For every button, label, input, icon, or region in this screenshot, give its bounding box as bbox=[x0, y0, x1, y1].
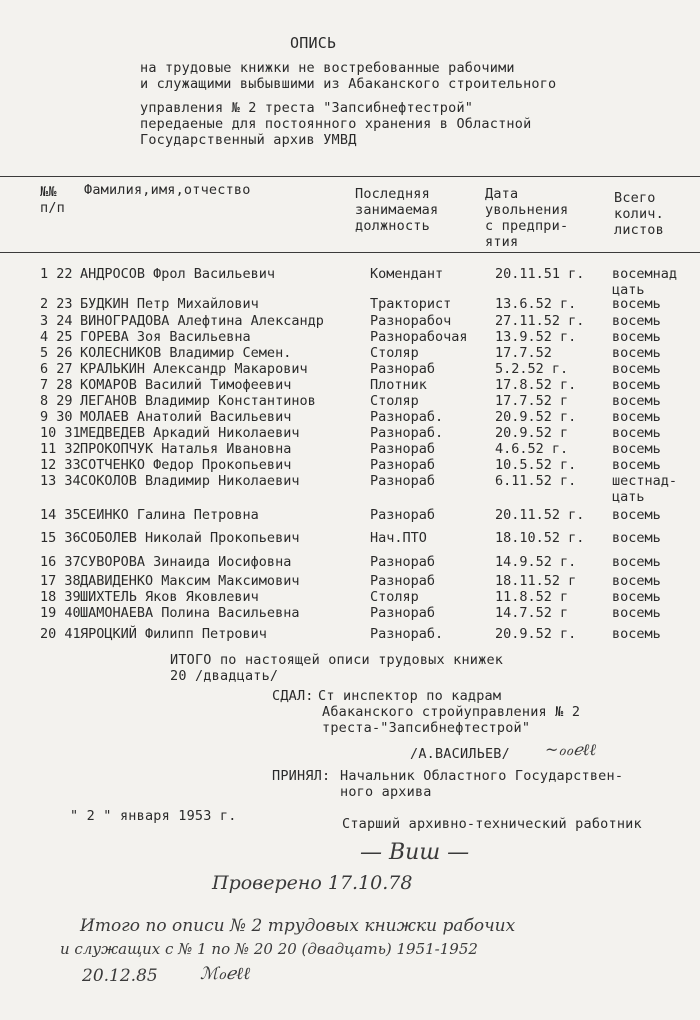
row-count: восемь bbox=[612, 605, 661, 621]
col-date-header: увольнения bbox=[485, 202, 569, 218]
row-count: восемь bbox=[612, 589, 661, 605]
row-position: Разнораб bbox=[370, 573, 436, 589]
signature-mark: ~ℴℴℯℓℓ bbox=[545, 740, 596, 759]
row-name: КОЛЕСНИКОВ Владимир Семен. bbox=[80, 345, 292, 361]
row-number: 4 25 bbox=[40, 329, 73, 345]
row-count: восемь bbox=[612, 530, 661, 546]
total-line: ИТОГО по настоящей описи трудовых книжек bbox=[170, 652, 504, 668]
row-date: 4.6.52 г. bbox=[495, 441, 569, 457]
row-position: Разнорабочая bbox=[370, 329, 468, 345]
row-name: МЕДВЕДЕВ Аркадий Николаевич bbox=[80, 425, 300, 441]
row-name: ШАМОНАЕВА Полина Васильевна bbox=[80, 605, 300, 621]
intro-line: передаеные для постоянного хранения в Областной bbox=[140, 116, 532, 132]
row-date: 17.7.52 bbox=[495, 345, 552, 361]
row-number: 18 39 bbox=[40, 589, 81, 605]
row-count: шестнад- bbox=[612, 473, 678, 489]
total-line: 20 /двадцать/ bbox=[170, 668, 279, 684]
intro-line: на трудовые книжки не востребованные рабочими bbox=[140, 60, 515, 76]
handed-line: Абаканского стройуправления № 2 bbox=[322, 704, 581, 720]
row-position: Столяр bbox=[370, 589, 419, 605]
row-name: СОБОЛЕВ Николай Прокопьевич bbox=[80, 530, 300, 546]
col-count-header: колич. bbox=[614, 206, 664, 222]
row-count: восемь bbox=[612, 296, 661, 312]
intro-line: управления № 2 треста "Запсибнефтестрой" bbox=[140, 100, 474, 116]
row-number: 14 35 bbox=[40, 507, 81, 523]
col-position-header: занимаемая bbox=[355, 202, 439, 218]
table-row bbox=[0, 425, 700, 441]
row-position: Разнораб bbox=[370, 473, 436, 489]
row-name: СУВОРОВА Зинаида Иосифовна bbox=[80, 554, 292, 570]
table-row bbox=[0, 626, 700, 642]
senior-archivist: Старший архивно-технический работник bbox=[342, 816, 642, 832]
table-row bbox=[0, 329, 700, 345]
row-count: восемь bbox=[612, 425, 661, 441]
row-date: 13.9.52 г. bbox=[495, 329, 577, 345]
col-date-header: Дата bbox=[485, 186, 519, 202]
row-position: Разнораб. bbox=[370, 409, 444, 425]
accepted-line: Начальник Областного Государствен- bbox=[340, 768, 624, 784]
row-position: Комендант bbox=[370, 266, 444, 282]
handwritten-note: Итого по описи № 2 трудовых книжки рабочих bbox=[80, 916, 516, 936]
table-row bbox=[0, 361, 700, 377]
row-position: Разнорабоч bbox=[370, 313, 452, 329]
intro-line: и служащими выбывшими из Абаканского строительного bbox=[140, 76, 557, 92]
table-row bbox=[0, 441, 700, 457]
row-count: восемь bbox=[612, 507, 661, 523]
row-count: восемь bbox=[612, 573, 661, 589]
row-number: 16 37 bbox=[40, 554, 81, 570]
col-num-header: п/п bbox=[40, 200, 65, 216]
row-name: ЯРОЦКИЙ Филипп Петрович bbox=[80, 626, 267, 642]
col-position-header: Последняя bbox=[355, 186, 430, 202]
row-number: 20 41 bbox=[40, 626, 81, 642]
intro-line: Государственный архив УМВД bbox=[140, 132, 357, 148]
row-position: Разнораб bbox=[370, 361, 436, 377]
col-count-header: Всего bbox=[614, 190, 656, 206]
table-row bbox=[0, 377, 700, 393]
row-count: восемь bbox=[612, 409, 661, 425]
row-count: восемь bbox=[612, 626, 661, 642]
table-row bbox=[0, 589, 700, 605]
table-top-rule bbox=[0, 176, 700, 177]
row-position: Нач.ПТО bbox=[370, 530, 427, 546]
row-date: 17.8.52 г. bbox=[495, 377, 577, 393]
row-position: Разнораб bbox=[370, 457, 436, 473]
row-date: 14.9.52 г. bbox=[495, 554, 577, 570]
row-number: 10 31 bbox=[40, 425, 81, 441]
row-date: 14.7.52 г bbox=[495, 605, 569, 621]
row-date: 18.11.52 г bbox=[495, 573, 577, 589]
table-row bbox=[0, 313, 700, 329]
row-name: СОКОЛОВ Владимир Николаевич bbox=[80, 473, 300, 489]
table-row bbox=[0, 345, 700, 361]
row-count: восемь bbox=[612, 329, 661, 345]
col-count-header: листов bbox=[614, 222, 664, 238]
row-number: 13 34 bbox=[40, 473, 81, 489]
row-date: 18.10.52 г. bbox=[495, 530, 585, 546]
row-position: Разнораб bbox=[370, 605, 436, 621]
row-date: 5.2.52 г. bbox=[495, 361, 569, 377]
row-name: БУДКИН Петр Михайлович bbox=[80, 296, 259, 312]
table-row bbox=[0, 473, 700, 489]
row-number: 12 33 bbox=[40, 457, 81, 473]
row-name: ШИХТЕЛЬ Яков Яковлевич bbox=[80, 589, 259, 605]
accepted-label: ПРИНЯЛ: bbox=[272, 768, 331, 784]
date-line: " 2 " января 1953 г. bbox=[70, 808, 237, 824]
row-number: 1 22 bbox=[40, 266, 73, 282]
handwritten-note: 20.12.85 bbox=[82, 966, 158, 986]
row-name: МОЛАЕВ Анатолий Васильевич bbox=[80, 409, 292, 425]
table-row bbox=[0, 457, 700, 473]
accepted-line: ного архива bbox=[340, 784, 432, 800]
row-number: 5 26 bbox=[40, 345, 73, 361]
row-name: КОМАРОВ Василий Тимофеевич bbox=[80, 377, 292, 393]
row-date: 6.11.52 г. bbox=[495, 473, 577, 489]
row-position: Столяр bbox=[370, 345, 419, 361]
row-name: АНДРОСОВ Фрол Васильевич bbox=[80, 266, 276, 282]
table-row bbox=[0, 409, 700, 425]
table-row bbox=[0, 605, 700, 621]
row-position: Разнораб bbox=[370, 507, 436, 523]
row-number: 8 29 bbox=[40, 393, 73, 409]
col-name-header: Фамилия,имя,отчество bbox=[84, 182, 251, 198]
row-name: ЛЕГАНОВ Владимир Константинов bbox=[80, 393, 316, 409]
col-num-header: №№ bbox=[40, 184, 57, 200]
row-date: 20.9.52 г bbox=[495, 425, 569, 441]
handwritten-note: и служащих с № 1 по № 20 20 (двадцать) 1951-1952 bbox=[60, 940, 478, 958]
row-position: Столяр bbox=[370, 393, 419, 409]
row-date: 13.6.52 г. bbox=[495, 296, 577, 312]
row-date: 20.9.52 г. bbox=[495, 626, 577, 642]
row-position: Плотник bbox=[370, 377, 427, 393]
handwritten-initials: ℳℴℯℓℓ bbox=[200, 964, 251, 984]
col-date-header: с предпри- bbox=[485, 218, 569, 234]
table-row bbox=[0, 573, 700, 589]
row-position: Разнораб. bbox=[370, 425, 444, 441]
row-position: Тракторист bbox=[370, 296, 452, 312]
table-row bbox=[0, 266, 700, 282]
col-date-header: ятия bbox=[485, 234, 519, 250]
row-date: 17.7.52 г bbox=[495, 393, 569, 409]
row-count: восемь bbox=[612, 345, 661, 361]
row-number: 7 28 bbox=[40, 377, 73, 393]
row-date: 20.11.51 г. bbox=[495, 266, 585, 282]
handed-line: треста-"Запсибнефтестрой" bbox=[322, 720, 531, 736]
row-count: восемнад bbox=[612, 266, 678, 282]
row-name: ГОРЕВА Зоя Васильевна bbox=[80, 329, 251, 345]
row-date: 20.9.52 г. bbox=[495, 409, 577, 425]
handed-signature: /А.ВАСИЛЬЕВ/ bbox=[410, 746, 510, 762]
row-count: восемь bbox=[612, 313, 661, 329]
archivist-signature: — Виш — bbox=[360, 840, 470, 865]
row-name: СЕИНКО Галина Петровна bbox=[80, 507, 259, 523]
row-count: восемь bbox=[612, 441, 661, 457]
row-number: 6 27 bbox=[40, 361, 73, 377]
row-date: 11.8.52 г bbox=[495, 589, 569, 605]
row-date: 20.11.52 г. bbox=[495, 507, 585, 523]
row-position: Разнораб. bbox=[370, 626, 444, 642]
row-position: Разнораб bbox=[370, 554, 436, 570]
table-row bbox=[0, 530, 700, 546]
handed-line: Ст инспектор по кадрам bbox=[318, 688, 502, 704]
handwritten-checked: Проверено 17.10.78 bbox=[212, 872, 413, 894]
row-number: 9 30 bbox=[40, 409, 73, 425]
row-count: восемь bbox=[612, 361, 661, 377]
row-number: 3 24 bbox=[40, 313, 73, 329]
table-header-rule bbox=[0, 252, 700, 253]
row-number: 11 32 bbox=[40, 441, 81, 457]
row-name: ДАВИДЕНКО Максим Максимович bbox=[80, 573, 300, 589]
row-number: 17 38 bbox=[40, 573, 81, 589]
row-count-continued: цать bbox=[612, 282, 645, 298]
row-name: ВИНОГРАДОВА Алефтина Александр bbox=[80, 313, 324, 329]
table-row bbox=[0, 554, 700, 570]
row-count: восемь bbox=[612, 377, 661, 393]
table-row bbox=[0, 393, 700, 409]
row-number: 2 23 bbox=[40, 296, 73, 312]
row-count-continued: цать bbox=[612, 489, 645, 505]
row-count: восемь bbox=[612, 393, 661, 409]
row-count: восемь bbox=[612, 554, 661, 570]
row-number: 19 40 bbox=[40, 605, 81, 621]
row-date: 27.11.52 г. bbox=[495, 313, 585, 329]
col-position-header: должность bbox=[355, 218, 430, 234]
row-date: 10.5.52 г. bbox=[495, 457, 577, 473]
row-name: КРАЛЬКИН Александр Макарович bbox=[80, 361, 308, 377]
row-name: ПРОКОПЧУК Наталья Ивановна bbox=[80, 441, 292, 457]
table-row bbox=[0, 296, 700, 312]
document-title: ОПИСЬ bbox=[290, 34, 337, 52]
row-count: восемь bbox=[612, 457, 661, 473]
handed-label: СДАЛ: bbox=[272, 688, 314, 704]
table-row bbox=[0, 507, 700, 523]
row-name: СОТЧЕНКО Федор Прокопьевич bbox=[80, 457, 292, 473]
row-number: 15 36 bbox=[40, 530, 81, 546]
row-position: Разнораб bbox=[370, 441, 436, 457]
